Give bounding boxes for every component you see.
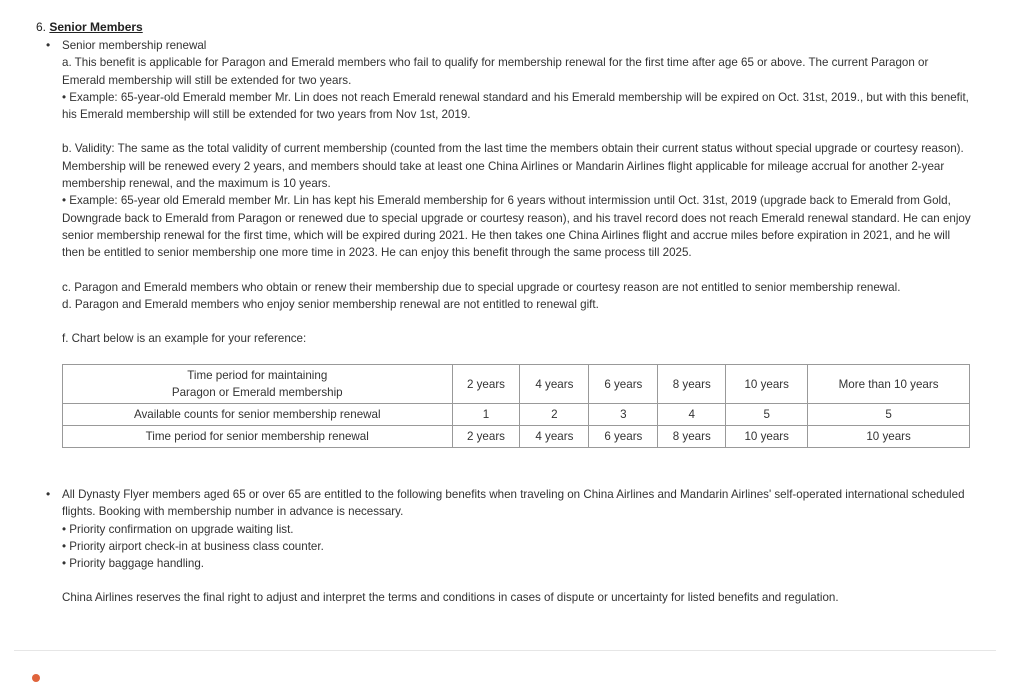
table-cell: 10 years bbox=[808, 426, 970, 448]
column-header: More than 10 years bbox=[808, 365, 970, 404]
benefit-item: • Priority baggage handling. bbox=[62, 557, 204, 571]
table-header-label bbox=[63, 365, 453, 404]
column-header: 4 years bbox=[520, 365, 589, 404]
table-cell: 8 years bbox=[658, 426, 726, 448]
benefit-item: • Priority confirmation on upgrade waiting list. bbox=[62, 522, 294, 536]
renewal-item-b: b. Validity: The same as the total validity of current membership (counted from the last time the members obtain their current status without special upgrade or courtesy reason). Membership will be renewed every 2 years, and members should take at least one China Airlines or Mandarin Airlines flight applicable for mileage accrual for another 2-year membership renewal, and the maximum is 10 years. bbox=[62, 142, 964, 191]
header-label-line2: Paragon or Emerald membership bbox=[171, 386, 343, 399]
disclaimer: China Airlines reserves the final right to adjust and interpret the terms and conditions in cases of dispute or uncertainty for listed benefits and regulation. bbox=[62, 591, 839, 605]
column-header: 2 years bbox=[452, 365, 520, 404]
table-cell: 2 years bbox=[452, 426, 520, 448]
table-cell: 3 bbox=[589, 404, 658, 426]
section-number: 6. bbox=[36, 20, 47, 34]
column-header: 10 years bbox=[726, 365, 808, 404]
corner-mark bbox=[32, 674, 40, 682]
section-title: Senior Members bbox=[49, 20, 143, 34]
column-header: 8 years bbox=[658, 365, 726, 404]
table-cell: 1 bbox=[452, 404, 520, 426]
benefits-section bbox=[62, 486, 972, 607]
table-row bbox=[63, 426, 970, 448]
renewal-item-a-example: • Example: 65-year-old Emerald member Mr. Lin does not reach Emerald renewal standard and his Emerald membership will be expired on Oct. 31st, 2019., but with this benefit, his Emerald membership will still be extended for two years from Nov 1st, 2019. bbox=[62, 90, 969, 122]
renewal-reference-table bbox=[62, 364, 970, 448]
table-cell: 2 bbox=[520, 404, 589, 426]
table-cell: 5 bbox=[808, 404, 970, 426]
divider bbox=[14, 650, 996, 651]
table-cell: 4 years bbox=[520, 426, 589, 448]
benefits-bullet-text: All Dynasty Flyer members aged 65 or over 65 are entitled to the following benefits when traveling on China Airlines and Mandarin Airlines' self-operated international scheduled flights. Booking with membership number in advance is necessary. bbox=[62, 488, 965, 519]
table-header-row bbox=[63, 365, 970, 404]
column-header: 6 years bbox=[589, 365, 658, 404]
renewal-item-f: f. Chart below is an example for your reference: bbox=[62, 332, 307, 346]
table-cell: 5 bbox=[726, 404, 808, 426]
table-row bbox=[63, 404, 970, 426]
row-label: Available counts for senior membership renewal bbox=[63, 404, 453, 426]
renewal-item-a: a. This benefit is applicable for Paragon and Emerald members who fail to qualify for membership renewal for the first time after age 65 or above. The current Paragon or Emerald membership will still be extended for two years. bbox=[62, 56, 929, 87]
table-cell: 10 years bbox=[726, 426, 808, 448]
renewal-bullet-text: Senior membership renewal bbox=[62, 39, 207, 52]
table-cell: 6 years bbox=[589, 426, 658, 448]
renewal-item-c: c. Paragon and Emerald members who obtain or renew their membership due to special upgrade or courtesy reason are not entitled to senior membership renewal. bbox=[62, 280, 901, 294]
renewal-item-b-example: • Example: 65-year old Emerald member Mr. Lin has kept his Emerald membership for 6 years without intermission until Oct. 31st, 2019 (upgrade back to Emerald from Gold, Downgrade back to Emerald from Paragon or renewed due to special upgrade or courtesy reason), and his travel record does not reach Emerald renewal standard. He can enjoy senior membership renewal for the first time, which will be expired during 2021. He then takes one China Airlines flight and accrue miles before expiration in 2021, and he will then be entitled to senior membership one more time in 2023. He can enjoy this benefit through the same process till 2025. bbox=[62, 194, 971, 260]
benefit-item: • Priority airport check-in at business class counter. bbox=[62, 539, 324, 553]
header-label-line1: Time period for maintaining bbox=[187, 369, 328, 382]
table-cell: 4 bbox=[658, 404, 726, 426]
renewal-item-d: d. Paragon and Emerald members who enjoy senior membership renewal are not entitled to renewal gift. bbox=[62, 297, 599, 311]
row-label: Time period for senior membership renewal bbox=[63, 426, 453, 448]
renewal-section bbox=[62, 37, 972, 347]
section-heading bbox=[36, 20, 143, 34]
